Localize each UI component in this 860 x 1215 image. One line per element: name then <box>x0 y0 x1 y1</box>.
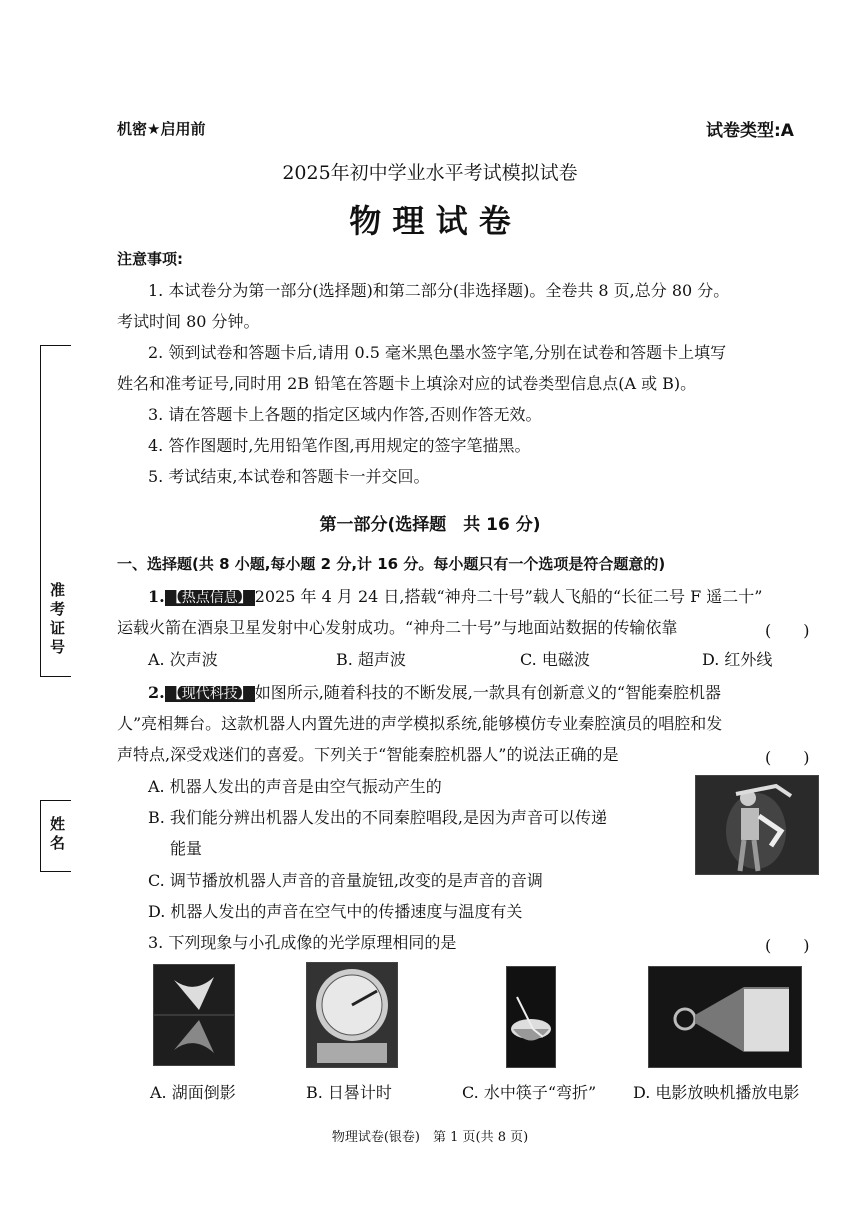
projector-photo <box>648 966 802 1068</box>
notes-heading: 注意事项: <box>117 250 183 268</box>
option-a: A. 机器人发出的声音是由空气振动产生的 <box>148 777 442 796</box>
note-line: 5. 考试结束,本试卷和答题卡一并交回。 <box>148 467 430 486</box>
question-text: 声特点,深受戏迷们的喜爱。下列关于“智能秦腔机器人”的说法正确的是 <box>117 745 619 764</box>
robot-photo <box>695 775 819 875</box>
question-text: 2025 年 4 月 24 日,搭载“神舟二十号”载人飞船的“长征二号 F 遥二十” <box>254 587 763 606</box>
note-line: 考试时间 80 分钟。 <box>117 312 260 331</box>
option-b: B. 我们能分辨出机器人发出的不同秦腔唱段,是因为声音可以传递 <box>148 808 608 827</box>
option-d: D. 机器人发出的声音在空气中的传播速度与温度有关 <box>148 902 523 921</box>
option-d: D. 红外线 <box>702 650 773 669</box>
answer-paren: ( ) <box>765 748 810 767</box>
question-number: 2. <box>148 683 165 702</box>
question-text: 如图所示,随着科技的不断发展,一款具有创新意义的“智能秦腔机器 <box>254 683 722 702</box>
caption-c: C. 水中筷子“弯折” <box>462 1083 597 1102</box>
confidential-label: 机密★启用前 <box>117 120 206 138</box>
note-line: 3. 请在答题卡上各题的指定区域内作答,否则作答无效。 <box>148 405 542 424</box>
note-line: 姓名和准考证号,同时用 2B 铅笔在答题卡上填涂对应的试卷类型信息点(A 或 B)。 <box>117 374 697 393</box>
name-label: 姓名 <box>48 815 66 854</box>
question-2-line <box>148 683 721 704</box>
page-footer: 物理试卷(银卷) 第 1 页(共 8 页) <box>331 1130 529 1145</box>
lake-reflection-photo <box>153 964 235 1066</box>
subject-title: 物 理 试 卷 <box>349 202 511 240</box>
sundial-photo <box>306 962 398 1068</box>
part1-heading: 第一部分(选择题 共 16 分) <box>319 515 541 535</box>
question-1-line <box>148 587 762 608</box>
note-line: 1. 本试卷分为第一部分(选择题)和第二部分(非选择题)。全卷共 8 页,总分 80 分。 <box>148 281 730 300</box>
modern-tech-tag: 【现代科技】 <box>165 686 255 702</box>
answer-paren: ( ) <box>765 621 810 640</box>
hot-info-tag: 【热点信息】 <box>165 590 255 606</box>
caption-a: A. 湖面倒影 <box>150 1083 236 1102</box>
question-number: 1. <box>148 587 165 606</box>
question-3-stem: 3. 下列现象与小孔成像的光学原理相同的是 <box>148 933 457 952</box>
chopstick-photo <box>506 966 556 1068</box>
caption-d: D. 电影放映机播放电影 <box>633 1083 800 1102</box>
exam-id-label: 准考证号 <box>48 582 66 658</box>
answer-paren: ( ) <box>765 936 810 955</box>
section-heading: 一、选择题(共 8 小题,每小题 2 分,计 16 分。每小题只有一个选项是符合题意的) <box>117 555 666 573</box>
option-a: A. 次声波 <box>148 650 218 669</box>
option-b-cont: 能量 <box>170 839 203 858</box>
paper-type-label: 试卷类型:A <box>706 121 794 141</box>
question-text: 运载火箭在酒泉卫星发射中心发射成功。“神舟二十号”与地面站数据的传输依靠 <box>117 618 678 637</box>
option-c: C. 电磁波 <box>520 650 590 669</box>
note-line: 2. 领到试卷和答题卡后,请用 0.5 毫米黑色墨水签字笔,分别在试卷和答题卡上填写 <box>148 343 727 362</box>
question-text: 人”亮相舞台。这款机器人内置先进的声学模拟系统,能够模仿专业秦腔演员的唱腔和发 <box>117 714 723 733</box>
caption-b: B. 日晷计时 <box>306 1083 392 1102</box>
option-c: C. 调节播放机器人声音的音量旋钮,改变的是声音的音调 <box>148 871 543 890</box>
note-line: 4. 答作图题时,先用铅笔作图,再用规定的签字笔描黑。 <box>148 436 531 455</box>
exam-title: 2025年初中学业水平考试模拟试卷 <box>282 162 578 184</box>
option-b: B. 超声波 <box>336 650 406 669</box>
